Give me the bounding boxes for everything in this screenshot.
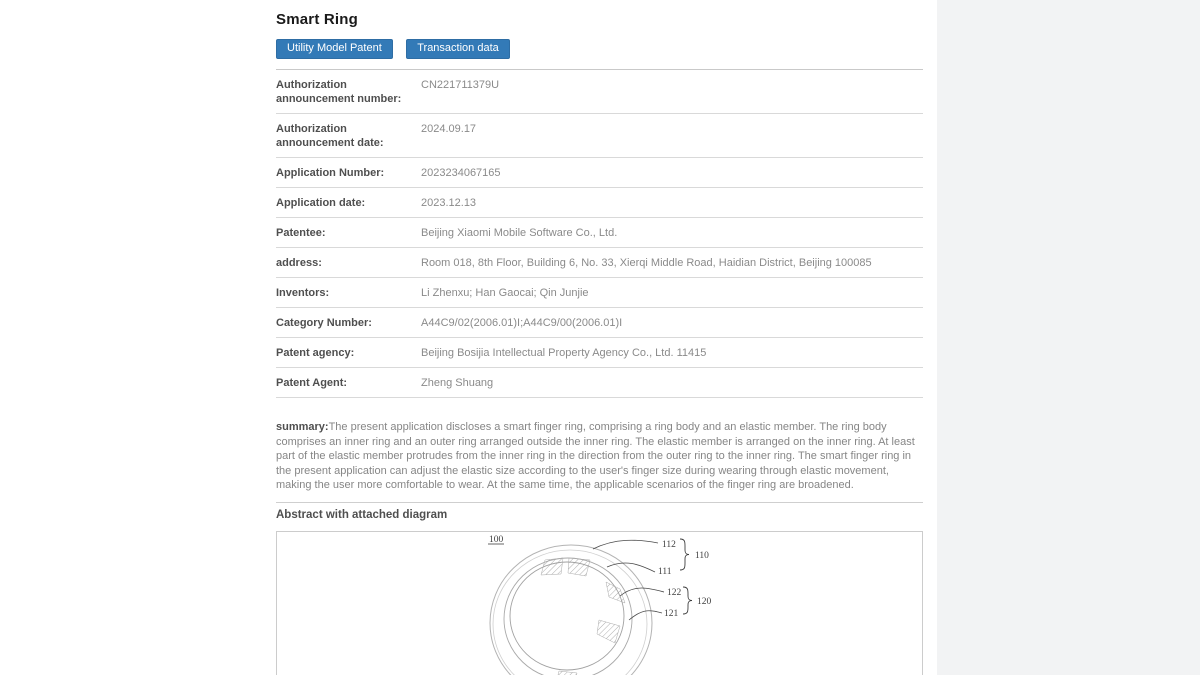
field-row-application-number — [276, 158, 923, 188]
abstract-diagram-box — [276, 531, 923, 675]
ref-122: 122 — [667, 587, 682, 598]
field-value: 2024.09.17 — [421, 123, 477, 135]
badge-row — [276, 38, 923, 57]
field-label: address: — [276, 257, 322, 269]
summary-label: summary: — [276, 421, 329, 433]
field-row-authorization-number — [276, 70, 923, 114]
ref-111: 111 — [658, 566, 672, 577]
field-label: Inventors: — [276, 287, 330, 299]
field-value: Zheng Shuang — [421, 377, 494, 389]
field-label: Application Number: — [276, 167, 385, 179]
summary-paragraph — [276, 420, 923, 493]
field-value: Beijing Xiaomi Mobile Software Co., Ltd. — [421, 227, 618, 239]
transaction-data-badge[interactable]: Transaction data — [406, 39, 510, 59]
field-row-patentee — [276, 218, 923, 248]
field-row-inventors — [276, 278, 923, 308]
patent-content — [276, 0, 923, 675]
ring-patent-figure — [277, 532, 922, 675]
ref-120: 120 — [697, 596, 712, 607]
field-label: Patent Agent: — [276, 377, 348, 389]
ref-100: 100 — [489, 534, 504, 545]
field-label: Authorization announcement date: — [276, 123, 384, 149]
field-value: 2023.12.13 — [421, 197, 477, 209]
ref-112: 112 — [662, 539, 676, 550]
field-label: Patent agency: — [276, 347, 355, 359]
utility-model-patent-badge[interactable]: Utility Model Patent — [276, 39, 393, 59]
field-value: Beijing Bosijia Intellectual Property Agency Co., Ltd. 11415 — [421, 347, 707, 359]
field-value: A44C9/02(2006.01)I;A44C9/00(2006.01)I — [421, 317, 623, 329]
leader-lines — [593, 540, 664, 620]
ref-110: 110 — [695, 550, 709, 561]
right-background-strip — [937, 0, 1200, 675]
field-row-address — [276, 248, 923, 278]
summary-text: The present application discloses a smart finger ring, comprising a ring body and an elastic member. The ring body comprises an inner ring and an outer ring arranged outside the inner ring. The elastic member is arranged on the inner ring. At least part of the elastic member protrudes from the inner ring in the direction from the outer ring to the inner ring. The smart finger ring in the present application can adjust the elastic size according to the user's finger size during wearing through elastic movement, making the user more comfortable to wear. At the same time, the applicable scenarios of the finger ring are broadened. — [276, 421, 915, 492]
page-title: Smart Ring — [276, 11, 359, 28]
field-label: Patentee: — [276, 227, 326, 239]
patent-fields-table — [276, 69, 923, 398]
ref-121: 121 — [664, 608, 679, 619]
field-row-authorization-date — [276, 114, 923, 158]
field-row-application-date — [276, 188, 923, 218]
field-value: 2023234067165 — [421, 167, 501, 179]
field-row-patent-agency — [276, 338, 923, 368]
field-row-category-number — [276, 308, 923, 338]
abstract-section-heading: Abstract with attached diagram — [276, 502, 923, 521]
group-braces — [680, 539, 692, 614]
field-label: Application date: — [276, 197, 366, 209]
field-label: Authorization announcement number: — [276, 79, 402, 105]
field-row-patent-agent — [276, 368, 923, 398]
field-value: Li Zhenxu; Han Gaocai; Qin Junjie — [421, 287, 589, 299]
field-value: Room 018, 8th Floor, Building 6, No. 33, Xierqi Middle Road, Haidian District, Beijing 100085 — [421, 257, 872, 269]
field-value: CN221711379U — [421, 79, 500, 91]
field-label: Category Number: — [276, 317, 372, 329]
